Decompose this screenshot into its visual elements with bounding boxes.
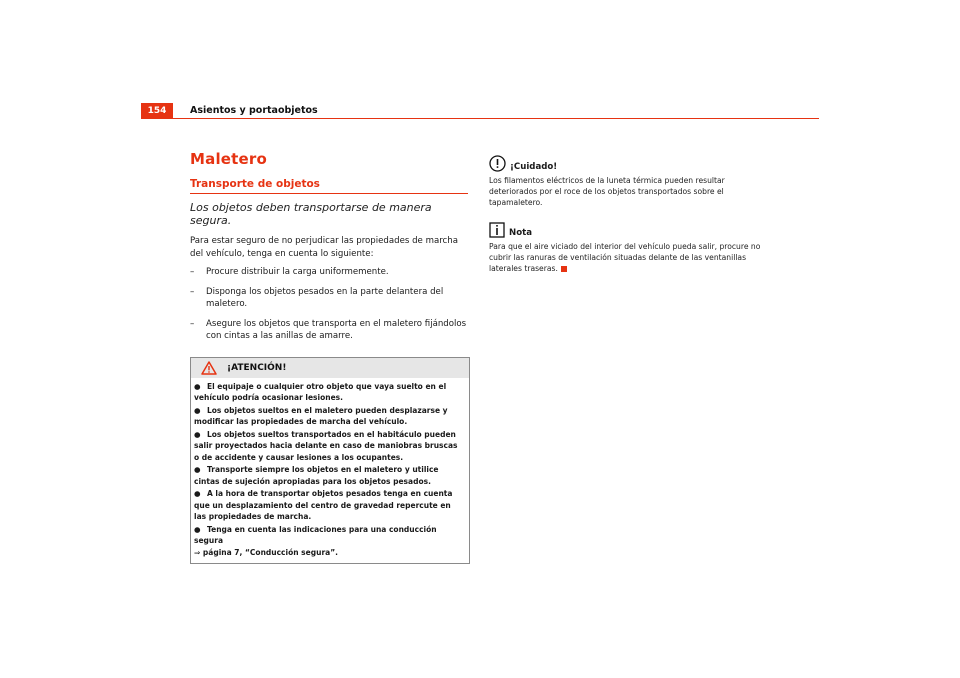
bullet-icon: ● <box>194 381 201 391</box>
caution-header <box>489 155 769 172</box>
note-header <box>489 222 769 238</box>
warning-body <box>191 378 469 564</box>
warning-item: ● Transporte siempre los objetos en el maletero y utilice cintas de sujeción apropiadas para los objetos pesados. <box>194 465 439 486</box>
section-intro: Los objetos deben transportarse de manera segura. <box>190 201 432 227</box>
caution-exclamation-icon <box>489 155 506 172</box>
note-title: Nota <box>509 228 533 238</box>
warning-item: ● A la hora de transportar objetos pesados tenga en cuenta que un desplazamiento del centro de gravedad repercute en las propiedades de marcha. <box>194 489 453 521</box>
caution-title: ¡Cuidado! <box>510 162 558 172</box>
running-header: Asientos y portaobjetos <box>190 105 318 116</box>
page-number: 154 <box>141 103 173 118</box>
list-item: – Asegure los objetos que transporta en el maletero fijándolos con cintas a las anillas de amarre. <box>190 318 468 343</box>
chapter-title: Maletero <box>190 150 268 168</box>
warning-box <box>190 357 470 565</box>
header-rule <box>141 118 819 119</box>
intro-paragraph: Para estar seguro de no perjudicar las propiedades de marcha del vehículo, tenga en cuenta lo siguiente: <box>190 236 458 259</box>
bullet-icon: ● <box>194 405 201 415</box>
bullet-icon: ● <box>194 429 201 439</box>
warning-triangle-icon <box>201 361 217 375</box>
note-info-icon <box>489 222 505 238</box>
warning-header <box>191 358 469 378</box>
note-block <box>489 222 769 274</box>
note-text-paragraph <box>489 241 769 274</box>
end-of-section-icon <box>561 266 567 272</box>
bullet-icon: ● <box>194 489 201 498</box>
note-text: Para que el aire viciado del interior del vehículo pueda salir, procure no cubrir las ranuras de ventilación situadas delante de las ventanillas laterales traseras. <box>489 242 761 273</box>
warning-item: ● Los objetos sueltos en el maletero pueden desplazarse y modificar las propiedades de marcha del vehículo. <box>194 405 448 426</box>
list-item: – Procure distribuir la carga uniformemente. <box>190 266 468 279</box>
caution-text: Los filamentos eléctricos de la luneta térmica pueden resultar deteriorados por el roce de los objetos transportados sobre el tapamaletero. <box>489 176 725 207</box>
right-column <box>489 155 769 288</box>
bullet-icon: ● <box>194 524 201 534</box>
warning-title: ¡ATENCIÓN! <box>227 362 287 373</box>
section-title: Transporte de objetos <box>190 178 468 194</box>
warning-item: ● Los objetos sueltos transportados en el habitáculo pueden salir proyectados hacia delante en caso de maniobras bruscas o de accidente y causar lesiones a los ocupantes. <box>194 429 458 462</box>
left-column <box>190 150 468 564</box>
arrow-icon: ⇒ <box>194 547 201 557</box>
page-reference-link[interactable]: página 7, “Conducción segura”. <box>202 547 338 557</box>
instruction-list <box>190 266 468 343</box>
caution-block <box>489 155 769 208</box>
list-item: – Disponga los objetos pesados en la parte delantera del maletero. <box>190 286 468 311</box>
warning-item: ● Tenga en cuenta las indicaciones para una conducción segura ⇒ página 7, “Conducción segura”. <box>194 524 437 557</box>
warning-item: ● El equipaje o cualquier otro objeto que vaya suelto en el vehículo podría ocasionar lesiones. <box>194 381 447 402</box>
bullet-icon: ● <box>194 465 201 474</box>
